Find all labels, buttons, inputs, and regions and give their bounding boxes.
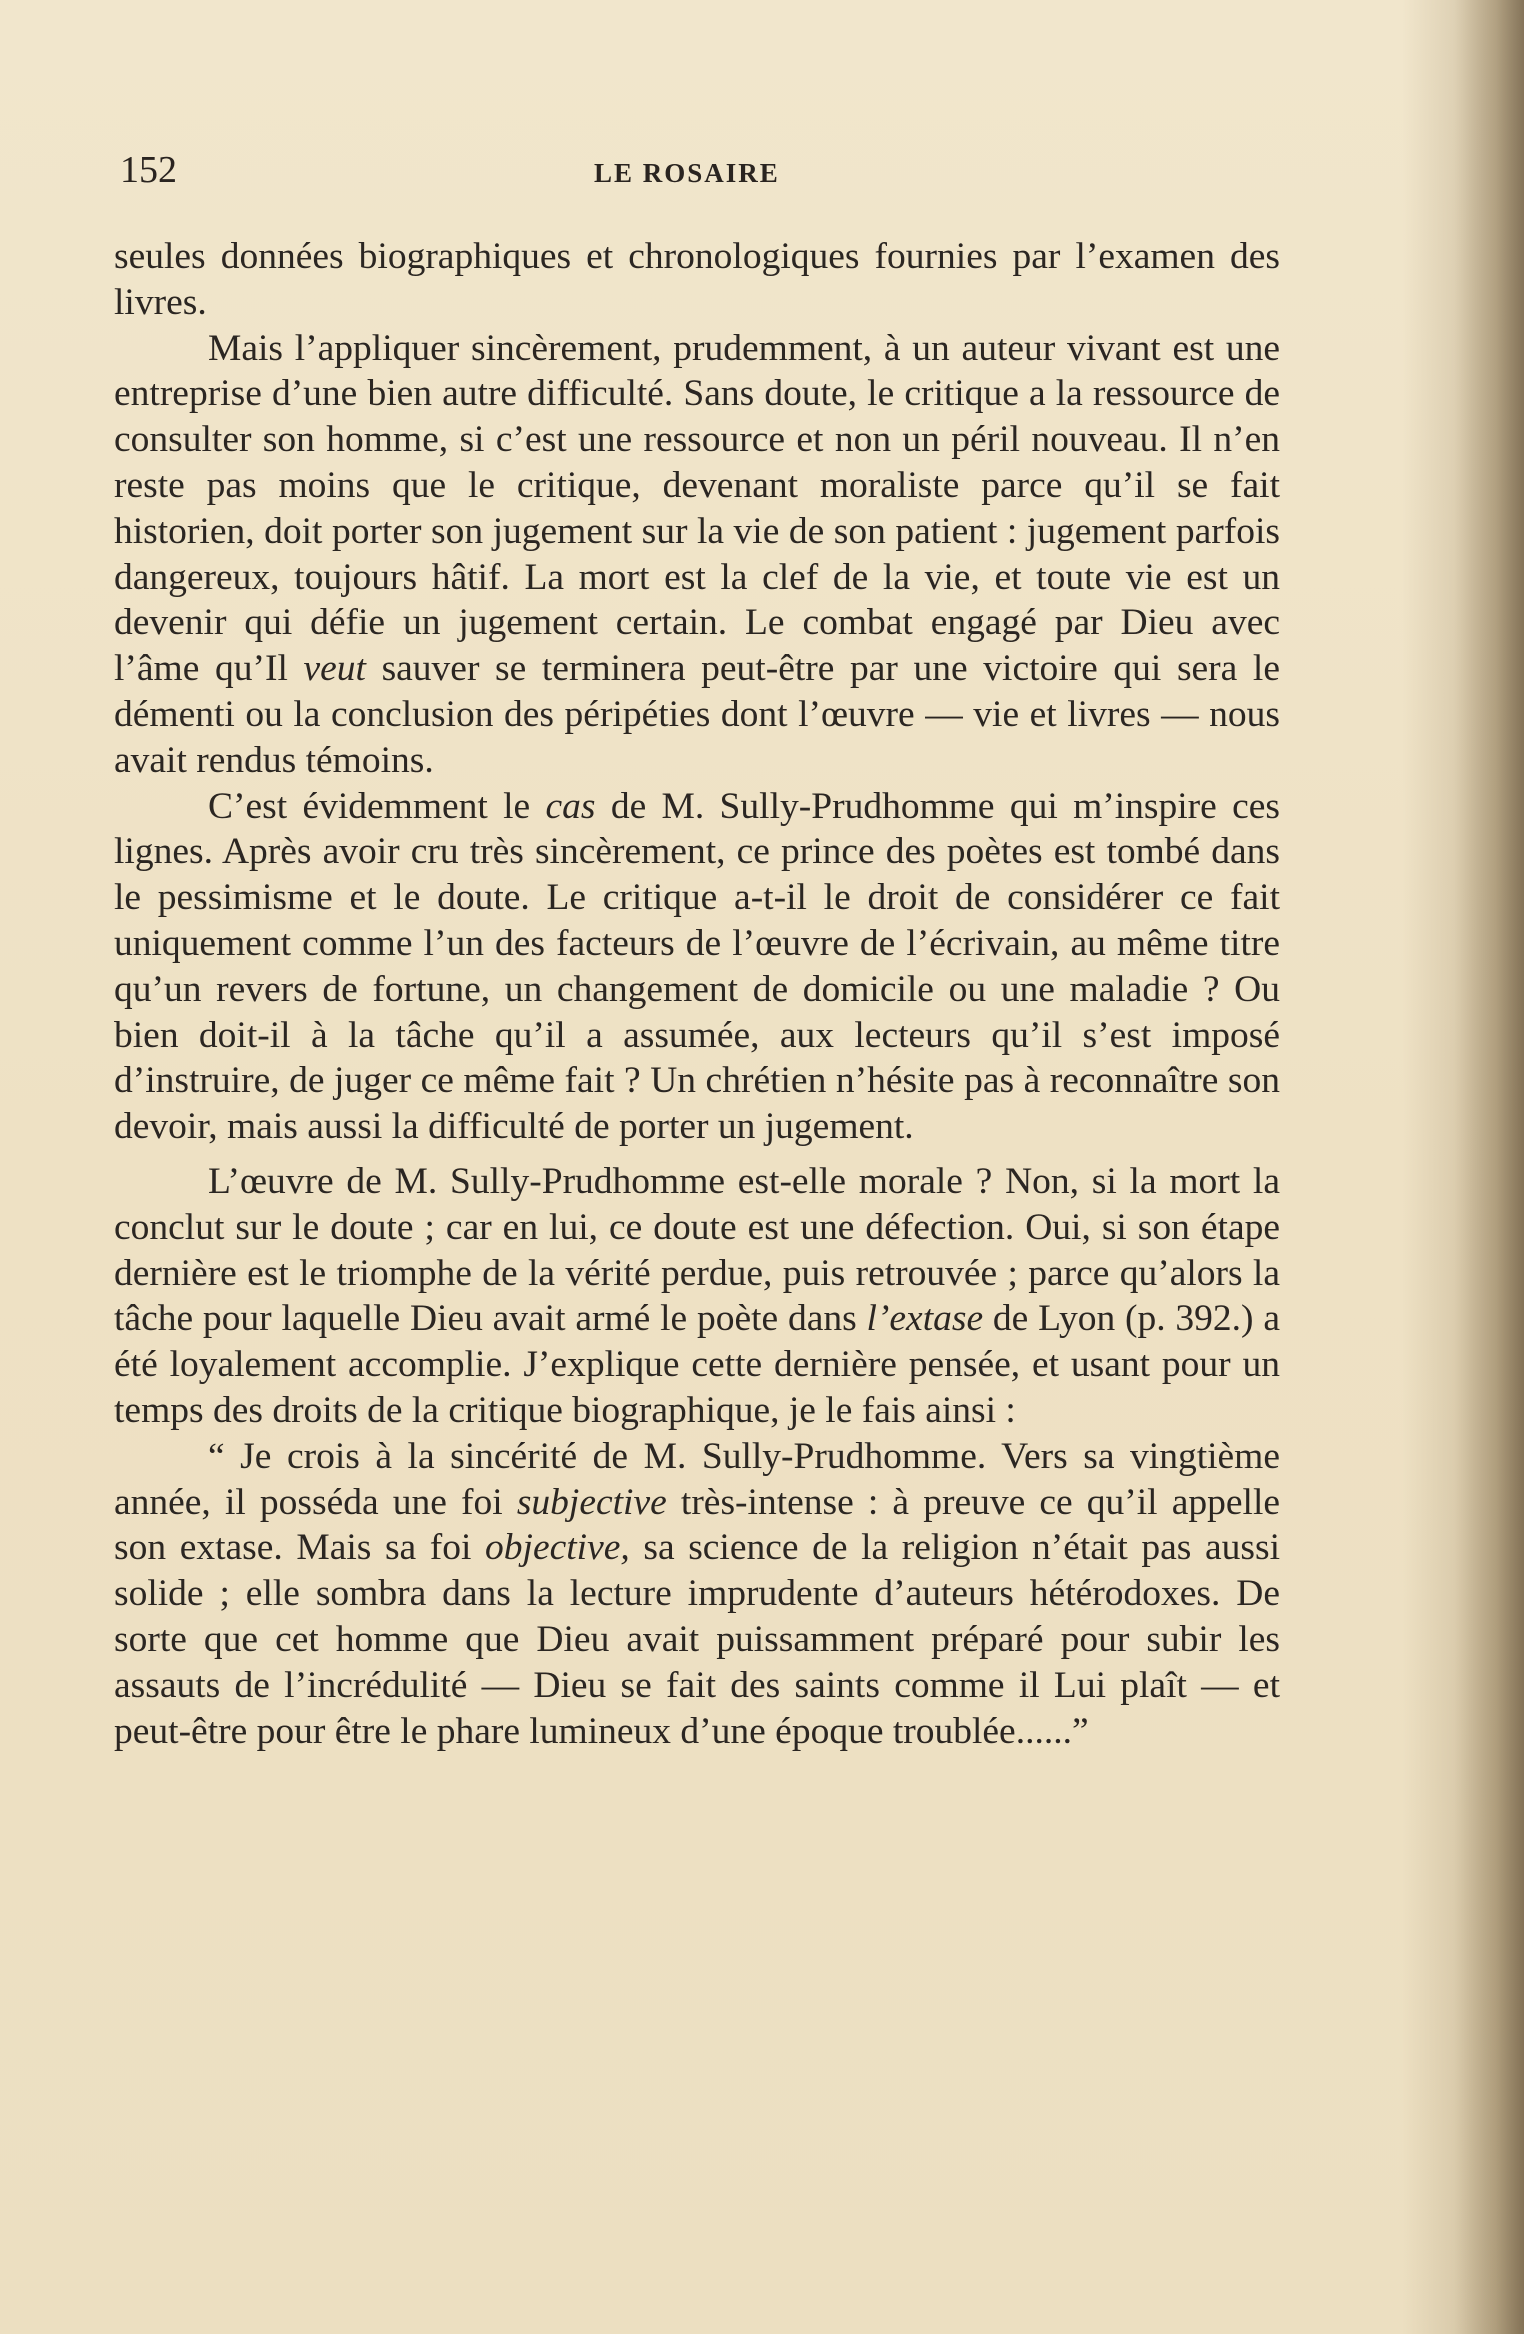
paragraph-4-text-b: de Lyon (p. 392.) a été loyalement accomplie. J’explique cette dernière pensée, et usant pour un temps des droits de la critique biographique, je le fais ainsi : (114, 1298, 1280, 1431)
paragraph-3-italic: cas (545, 785, 596, 827)
paragraph-2 (114, 326, 1280, 784)
paragraph-2-text-a: Mais l’appliquer sincèrement, prudemment, à un auteur vivant est une entreprise d’une bien autre difficulté. Sans doute, le critique a la ressource de consulter son homme, si c’est une ressource et non un péril nouveau. Il n’en reste pas moins que le critique, devenant moraliste parce qu’il se fait historien, doit porter son jugement sur la vie de son patient : jugement parfois dangereux, toujours hâtif. La mort est la clef de la vie, et toute vie est un devenir qui défie un jugement certain. Le combat engagé par Dieu avec l’âme qu’Il (114, 327, 1280, 690)
paragraph-5-text-b: très-intense : à preuve ce qu’il appelle son extase. Mais sa foi (114, 1481, 1281, 1569)
paragraph-5-italic-b: objective, (485, 1527, 630, 1569)
paragraph-5-text-a: “ Je crois à la sincérité de M. Sully-Prudhomme. Vers sa vingtième année, il posséda une foi (114, 1435, 1280, 1523)
paragraph-1-text: seules données biographiques et chronologiques fournies par l’examen des livres. (114, 236, 1280, 323)
paragraph-5-text-c: sa science de la religion n’était pas aussi solide ; elle sombra dans la lecture imprudente d’auteurs hétérodoxes. De sorte que cet homme que Dieu avait puissamment préparé pour subir les assauts de l’incrédulité — Dieu se fait des saints comme il Lui plaît — et peut-être pour être le phare lumineux d’une époque troublée......” (114, 1527, 1280, 1752)
paragraph-5-italic-a: subjective (516, 1481, 667, 1523)
running-title: LE ROSAIRE (594, 158, 780, 188)
paragraph-4-italic: l’extase (866, 1298, 984, 1340)
paragraph-3-text-b: de M. Sully-Prudhomme qui m’inspire ces lignes. Après avoir cru très sincèrement, ce prince des poètes est tombé dans le pessimisme et le doute. Le critique a-t-il le droit de considérer ce fait uniquement comme l’un des facteurs de l’œuvre de l’écrivain, au même titre qu’un revers de fortune, un changement de domicile ou une maladie ? Ou bien doit-il à la tâche qu’il a assumée, aux lecteurs qu’il s’est imposé d’instruire, de juger ce même fait ? Un chrétien n’hésite pas à reconnaître son devoir, mais aussi la difficulté de porter un jugement. (114, 785, 1281, 1148)
page-edge-shadow (1454, 0, 1524, 2334)
paragraph-3-text-a: C’est évidemment le (208, 785, 546, 827)
paragraph-4 (114, 1159, 1280, 1434)
paragraph-4-text-a: L’œuvre de M. Sully-Prudhomme est-elle morale ? Non, si la mort la conclut sur le doute ; car en lui, ce doute est une défection. Oui, si son étape dernière est le triomphe de la vérité perdue, puis retrouvée ; parce qu’alors la tâche pour laquelle Dieu avait armé le poète dans (114, 1160, 1280, 1340)
paragraph-2-text-b: sauver se terminera peut-être par une victoire qui sera le démenti ou la conclusion des péripéties dont l’œuvre — vie et livres — nous avait rendus témoins. (114, 648, 1280, 781)
paragraph-2-italic: veut (303, 648, 366, 690)
paragraph-3 (114, 784, 1280, 1150)
paragraph-1 (114, 234, 1280, 326)
page-header (114, 148, 1294, 198)
page-number: 152 (120, 149, 177, 191)
paragraph-5 (114, 1434, 1280, 1755)
body-text (114, 234, 1280, 1754)
